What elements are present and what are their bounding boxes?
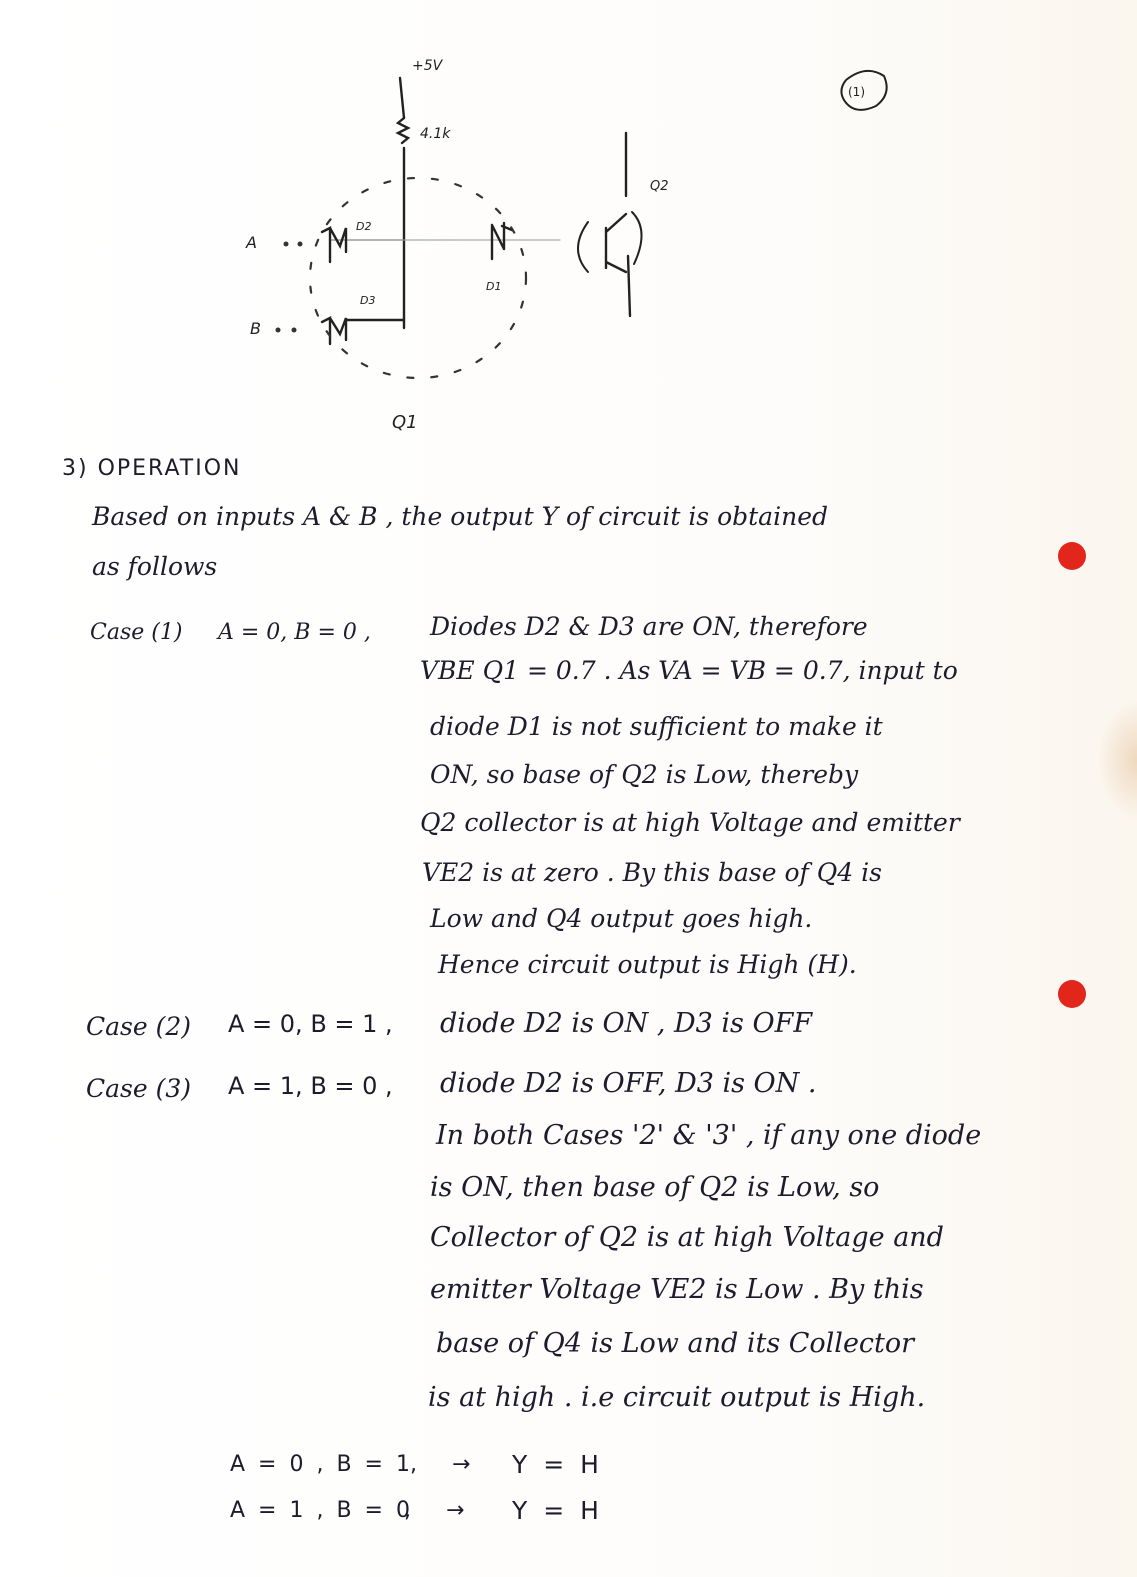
- case1-line-8: Hence circuit output is High (H).: [438, 950, 857, 979]
- diode-mid-label: D1: [486, 280, 502, 293]
- red-marker-2: [1058, 980, 1086, 1008]
- case1-condition: A = 0, B = 0 ,: [218, 620, 371, 645]
- summary-row-1-condition: A = 0 , B = 1: [230, 1452, 413, 1477]
- case3-label: Case (3): [86, 1074, 192, 1103]
- case1-label: Case (1): [90, 620, 183, 645]
- case1-line-4: ON, so base of Q2 is Low, thereby: [430, 760, 859, 789]
- input-a-label: A: [246, 233, 257, 252]
- red-marker-1: [1058, 542, 1086, 570]
- case1-line-2: VBE Q1 = 0.7 . As VA = VB = 0.7, input to: [420, 656, 958, 685]
- case3-line-5: base of Q4 is Low and its Collector: [436, 1328, 915, 1359]
- supply-label: +5V: [412, 58, 443, 74]
- case2-text: diode D2 is ON , D3 is OFF: [440, 1008, 813, 1039]
- intro-line-1: Based on inputs A & B , the output Y of circuit is obtained: [92, 502, 828, 531]
- case3-line-4: emitter Voltage VE2 is Low . By this: [430, 1274, 924, 1305]
- case3-line-3: Collector of Q2 is at high Voltage and: [430, 1222, 944, 1253]
- case3-line-2: is ON, then base of Q2 is Low, so: [430, 1172, 880, 1203]
- case3-text: diode D2 is OFF, D3 is ON .: [440, 1068, 817, 1099]
- section-heading: 3) OPERATION: [62, 456, 242, 481]
- case1-line-7: Low and Q4 output goes high.: [430, 904, 813, 933]
- resistor-label: 4.1k: [420, 126, 451, 142]
- diode-b-label: D3: [360, 294, 376, 307]
- page-number: (1): [848, 85, 865, 99]
- case1-line-5: Q2 collector is at high Voltage and emitter: [420, 808, 960, 837]
- input-b-label: B: [250, 319, 261, 338]
- case3-condition: A = 1, B = 0 ,: [228, 1072, 393, 1100]
- paper-stain: [1097, 700, 1137, 820]
- circuit-diagram: [0, 0, 1137, 440]
- case2-condition: A = 0, B = 1 ,: [228, 1010, 393, 1038]
- summary-row-1-arrow: , →: [410, 1452, 485, 1477]
- summary-row-2-result: Y = H: [512, 1496, 603, 1525]
- case2-label: Case (2): [86, 1012, 192, 1041]
- summary-row-1-result: Y = H: [512, 1450, 603, 1479]
- case3-line-1: In both Cases '2' & '3' , if any one diode: [436, 1120, 982, 1151]
- summary-row-2-arrow: , →: [404, 1498, 479, 1523]
- intro-line-2: as follows: [92, 552, 218, 581]
- q2-label: Q2: [650, 179, 669, 194]
- diode-a-label: D2: [356, 220, 372, 233]
- summary-row-2-condition: A = 1 , B = 0: [230, 1498, 413, 1523]
- q1-label: Q1: [392, 412, 418, 433]
- case1-line-6: VE2 is at zero . By this base of Q4 is: [422, 858, 882, 887]
- case1-line-1: Diodes D2 & D3 are ON, therefore: [430, 612, 868, 641]
- case3-line-6: is at high . i.e circuit output is High.: [428, 1382, 926, 1413]
- case1-line-3: diode D1 is not sufficient to make it: [430, 712, 883, 741]
